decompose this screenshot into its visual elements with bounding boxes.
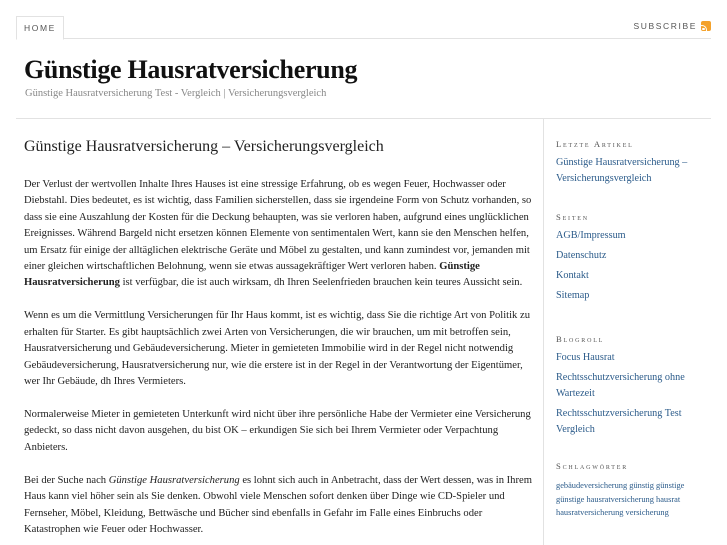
page-link-agb[interactable]: AGB/Impressum [556, 230, 626, 241]
subscribe-link[interactable] [633, 21, 711, 31]
post-paragraph-4-text-a: Bei der Suche nach [24, 474, 107, 486]
tag-cloud [556, 479, 706, 520]
page-link-datenschutz[interactable]: Datenschutz [556, 250, 607, 261]
post-paragraph-2: Wenn es um die Vermittlung Versicherungen für Ihr Haus kommt, ist es wichtig, dass Sie die richtige Art von Politik zu erhalten für Starter. Es gibt hauptsächlich zwei Arten von Versicherungen, die wir brauchen, um mit betroffen sein, Hausratversicherung und Gebäudeversicherung. Mieter in gemieteten Immobilie wird in der Regel nicht notwendig Gebäudeversicherung, Hausratversicherung nur, wie die erstere ist in der Regel in der Verantwortung der Eigentümer, wer Ihr Gebäude, dh Ihres Vermieters. [24, 310, 530, 388]
subscribe-label: SUBSCRIBE [633, 21, 697, 31]
widget-recent-posts [556, 139, 706, 187]
tag-link[interactable]: hausratversicherung [556, 508, 624, 517]
recent-post-link[interactable]: Günstige Hausratversicherung – Versicherungsvergleich [556, 157, 688, 184]
site-title[interactable]: Günstige Hausratversicherung [24, 55, 358, 84]
rss-icon [701, 21, 711, 31]
post-title[interactable]: Günstige Hausratversicherung – Versicherungsvergleich [24, 138, 384, 155]
post-paragraph-4-italic: Günstige Hausratversicherung [108, 474, 240, 486]
blogroll-link-rechtsschutz-test[interactable]: Rechtsschutzversicherung Test Vergleich [556, 408, 682, 435]
tag-link[interactable]: günstig [629, 481, 654, 490]
post-paragraph-1-text-b: ist verfügbar, die ist auch wirksam, dh Ihren Seelenfrieden brauchen kein teures Aussicht sein. [122, 277, 523, 289]
post-body [24, 177, 532, 545]
post-paragraph-1 [24, 177, 532, 292]
post-paragraph-4 [24, 473, 532, 539]
top-navigation [16, 16, 711, 39]
nav-home-tab[interactable]: HOME [16, 16, 64, 40]
page-link-kontakt[interactable]: Kontakt [556, 270, 589, 281]
site-description: Günstige Hausratversicherung Test - Vergleich | Versicherungsvergleich [25, 88, 327, 99]
widget-title-recent: Letzte Artikel [556, 139, 634, 149]
widget-title-tags: Schlagwörter [556, 461, 629, 471]
blogroll-link-focus-hausrat[interactable]: Focus Hausrat [556, 352, 615, 363]
post-paragraph-1-text-a: Der Verlust der wertvollen Inhalte Ihres Hauses ist eine stressige Erfahrung, ob es wegen Feuer, Hochwasser oder Diebstahl. Dies bedeutet, es ist wichtig, dass Familien sicherstellen, dass sie irgendeine Form von Schutz vorhanden, so dass sie eine Auszahlung der Kosten für die Deckung behaupten, was sie verloren haben, aufgrund eines unglücklichen Ereignisses. Während Bargeld nicht ersetzen können Elemente von sentimentalen Wert, kann sie den Menschen helfen, um Ersatz für einige der alltäglichen elektrische Geräte und Möbel zu gestalten, und kann zumindest vor, jemanden mit einer gleichen wirtschaftlichen Belohnung, wenn sie etwas aussagekräftiger Wert verloren haben. [24, 179, 532, 273]
widget-tags [556, 461, 706, 520]
tag-link[interactable]: gebäudeversicherung [556, 481, 628, 490]
tag-link[interactable]: hausrat [656, 494, 681, 504]
main-wrapper [16, 118, 711, 545]
post-paragraph-3: Normalerweise Mieter in gemieteten Unterkunft wird nicht über ihre persönliche Habe der Vermieter eine Versicherung gedeckt, so dass nicht davon ausgehen, du bist OK – erkundigen Sie sich bei Ihrem Vermieter oder Verpachtung Anbieters. [24, 409, 531, 453]
post-content [16, 119, 544, 545]
tag-link[interactable]: versicherung [625, 508, 669, 517]
tag-link[interactable]: günstige [656, 481, 685, 490]
blogroll-link-rechtsschutz-ohne-wartezeit[interactable]: Rechtsschutzversicherung ohne Wartezeit [556, 372, 685, 399]
page-link-sitemap[interactable]: Sitemap [556, 290, 590, 301]
widget-blogroll [556, 334, 706, 438]
post-paragraph-1-bold: Günstige Hausratversicherung [24, 261, 480, 289]
widget-title-pages: Seiten [556, 212, 589, 222]
widget-pages [556, 212, 706, 304]
post-paragraph-4-text-b: es lohnt sich auch in Anbetracht, dass der Wert dessen, was in Ihrem Haus kann viel höher sein als Sie denken. Obwohl viele Menschen sofort denken über Dinge wie CD-Spieler und Fernseher, Möbel, Kleidung, Bettwäsche und Bücher sind ebenfalls in Gefahr im Falle eines Einbruchs oder Katastrophen wie Feuer oder Hochwasser. [24, 474, 532, 536]
tag-link[interactable]: günstige hausratversicherung [556, 494, 654, 504]
widget-title-blogroll: Blogroll [556, 334, 605, 344]
